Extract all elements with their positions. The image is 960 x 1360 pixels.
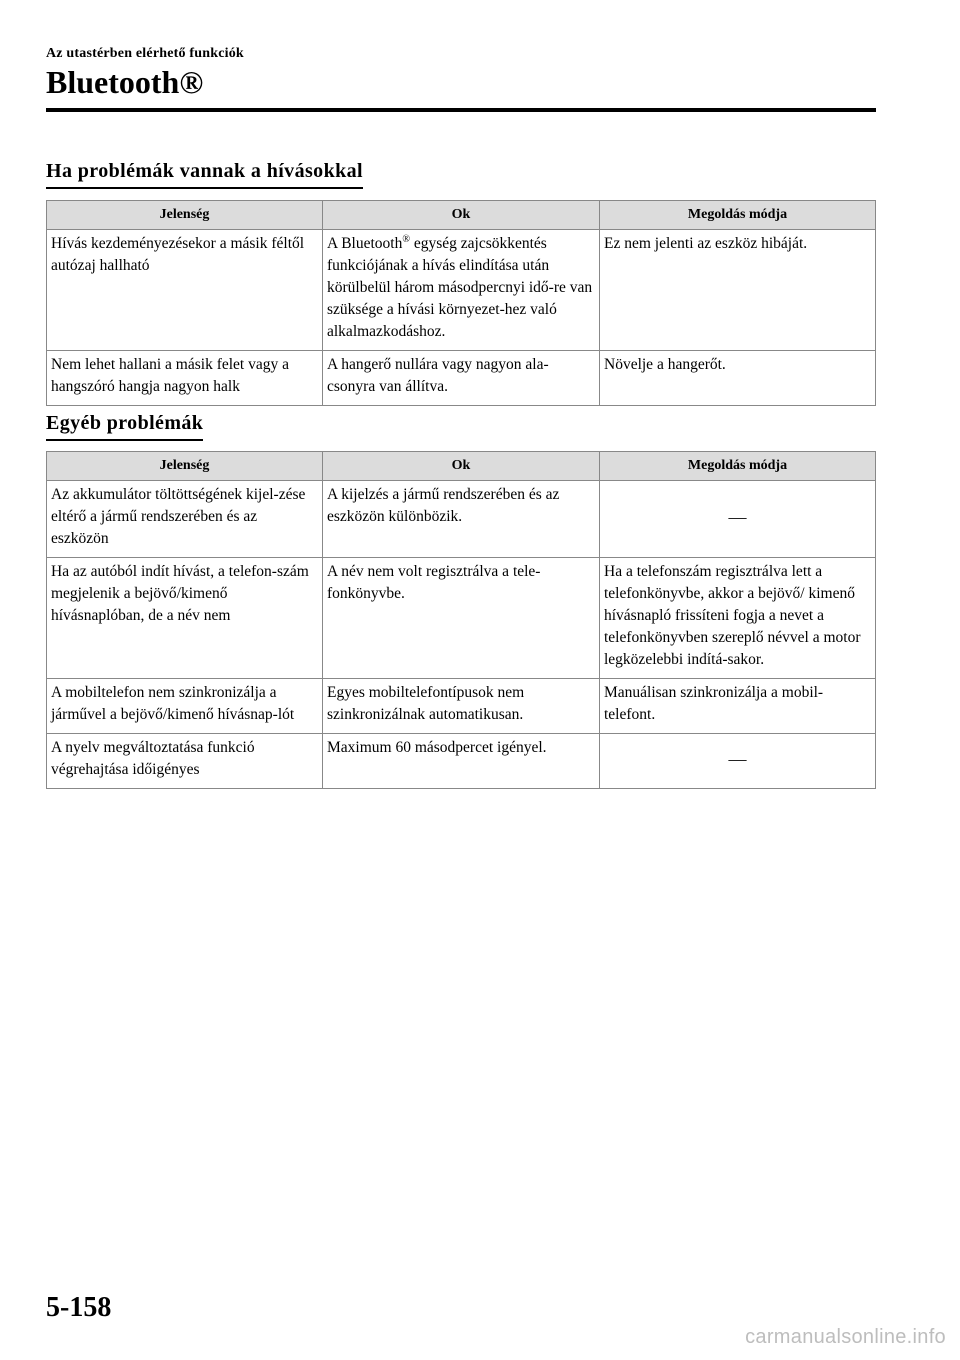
cause-cell: A hangerő nullára vagy nagyon ala-csonyra van állítva. [323, 351, 600, 406]
calls-table [46, 200, 876, 406]
watermark: carmanualsonline.info [745, 1326, 946, 1348]
other-table [46, 451, 876, 789]
cause-cell: A kijelzés a jármű rendszerében és az eszközön különbözik. [323, 481, 600, 558]
title-rule [46, 108, 876, 112]
table-row [47, 351, 876, 406]
section-heading-calls: Ha problémák vannak a hívásokkal [46, 160, 363, 189]
cause-cell [323, 230, 600, 351]
column-header-cause: Ok [323, 452, 600, 481]
symptom-cell: A mobiltelefon nem szinkronizálja a járművel a bejövő/kimenő hívásnap-lót [47, 679, 323, 734]
table-row [47, 481, 876, 558]
cause-text-end: egység zajcsökkentés funkciójának a hívás elindítása után körülbelül három másodpercnyi idő-re van szüksége a hívási környezet-hez való alkalmazkodáshoz. [327, 235, 593, 340]
symptom-cell: Nem lehet hallani a másik felet vagy a hangszóró hangja nagyon halk [47, 351, 323, 406]
table-header-row [47, 201, 876, 230]
cause-cell: A név nem volt regisztrálva a tele-fonkönyvbe. [323, 558, 600, 679]
solution-cell: — [600, 481, 876, 558]
table-row [47, 734, 876, 789]
table-row [47, 679, 876, 734]
column-header-cause: Ok [323, 201, 600, 230]
symptom-cell: Hívás kezdeményezésekor a másik féltől autózaj hallható [47, 230, 323, 351]
solution-cell: Manuálisan szinkronizálja a mobil-telefont. [600, 679, 876, 734]
column-header-symptom: Jelenség [47, 201, 323, 230]
section-label: Az utastérben elérhető funkciók [46, 46, 244, 61]
solution-cell: Növelje a hangerőt. [600, 351, 876, 406]
column-header-symptom: Jelenség [47, 452, 323, 481]
table-row [47, 558, 876, 679]
page-number: 5-158 [46, 1292, 112, 1323]
solution-cell: Ez nem jelenti az eszköz hibáját. [600, 230, 876, 351]
symptom-cell: A nyelv megváltoztatása funkció végrehajtása időigényes [47, 734, 323, 789]
cause-text-start: A Bluetooth [327, 235, 403, 252]
cause-cell: Maximum 60 másodpercet igényel. [323, 734, 600, 789]
cause-cell: Egyes mobiltelefontípusok nem szinkronizálnak automatikusan. [323, 679, 600, 734]
section-heading-other: Egyéb problémák [46, 412, 203, 441]
symptom-cell: Ha az autóból indít hívást, a telefon-szám megjelenik a bejövő/kimenő hívásnaplóban, de a név nem [47, 558, 323, 679]
registered-mark: ® [402, 233, 410, 245]
symptom-cell: Az akkumulátor töltöttségének kijel-zése eltérő a jármű rendszerében és az eszközön [47, 481, 323, 558]
solution-cell: Ha a telefonszám regisztrálva lett a telefonkönyvbe, akkor a bejövő/ kimenő hívásnapló frissíteni fogja a nevet a telefonkönyvben szereplő névvel a motor legközelebbi indítá-sakor. [600, 558, 876, 679]
table-row [47, 230, 876, 351]
column-header-solution: Megoldás módja [600, 452, 876, 481]
page-title: Bluetooth® [46, 64, 204, 100]
table-header-row [47, 452, 876, 481]
column-header-solution: Megoldás módja [600, 201, 876, 230]
solution-cell: — [600, 734, 876, 789]
